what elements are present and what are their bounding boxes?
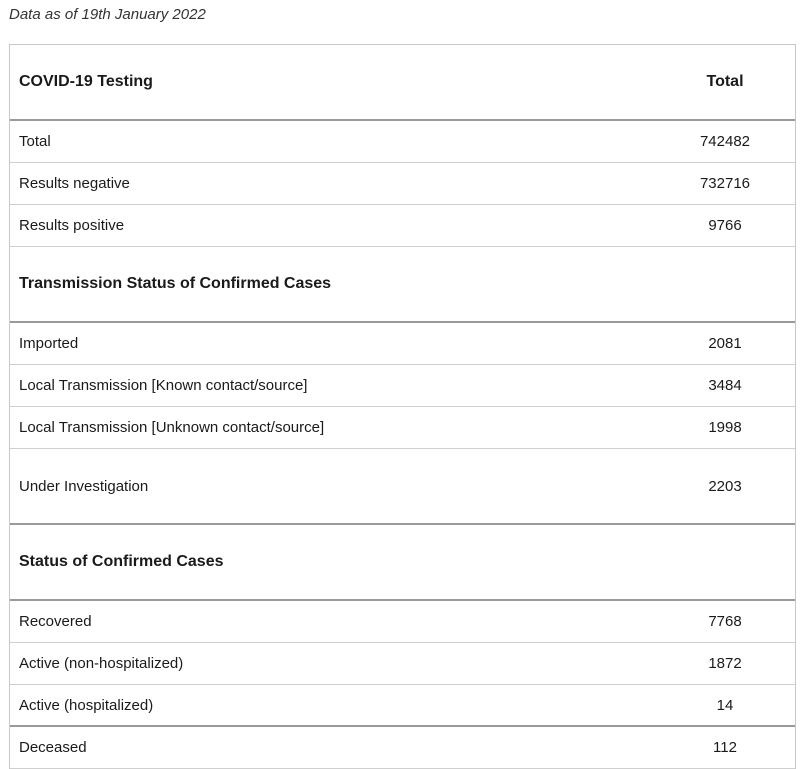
row-label: Total: [19, 133, 51, 150]
table-row: [10, 163, 795, 205]
table-row: [10, 601, 795, 643]
row-value: 1998: [708, 419, 742, 436]
row-label: Under Investigation: [19, 477, 149, 495]
row-label: Imported: [19, 335, 79, 352]
table-row: [10, 323, 795, 365]
row-value: 14: [716, 696, 734, 714]
total-column-header: Total: [706, 73, 744, 90]
table-title: COVID-19 Testing: [19, 73, 153, 90]
row-value: 1872: [708, 655, 742, 672]
table-row: [10, 449, 795, 525]
row-label: Active (hospitalized): [19, 696, 154, 714]
table-row: [10, 407, 795, 449]
row-label: Local Transmission [Known contact/source]: [19, 377, 308, 394]
row-value: 742482: [699, 133, 751, 150]
row-value: 112: [713, 739, 737, 756]
row-label: Recovered: [19, 613, 92, 630]
table-row: [10, 205, 795, 247]
row-label: Local Transmission [Unknown contact/source]: [19, 419, 325, 436]
section-title: Status of Confirmed Cases: [19, 553, 224, 570]
row-label: Results negative: [19, 175, 130, 192]
row-label: Results positive: [19, 217, 125, 234]
table-header-row: [10, 44, 795, 121]
table-row: [10, 121, 795, 163]
row-label: Deceased: [19, 739, 87, 756]
row-value: 2081: [708, 335, 742, 352]
table-row: [10, 685, 795, 727]
row-value: 732716: [699, 175, 751, 192]
section-header-status: [10, 525, 795, 601]
table-row: [10, 643, 795, 685]
row-label: Active (non-hospitalized): [19, 655, 184, 672]
row-value: 9766: [708, 217, 742, 234]
data-date-caption: Data as of 19th January 2022: [9, 6, 206, 23]
row-value: 7768: [708, 613, 742, 630]
section-header-transmission: [10, 247, 795, 323]
table-row: [10, 727, 795, 769]
row-value: 2203: [708, 477, 742, 495]
covid-testing-table: [9, 44, 796, 769]
table-row: [10, 365, 795, 407]
row-value: 3484: [708, 377, 742, 394]
section-title: Transmission Status of Confirmed Cases: [19, 275, 332, 292]
